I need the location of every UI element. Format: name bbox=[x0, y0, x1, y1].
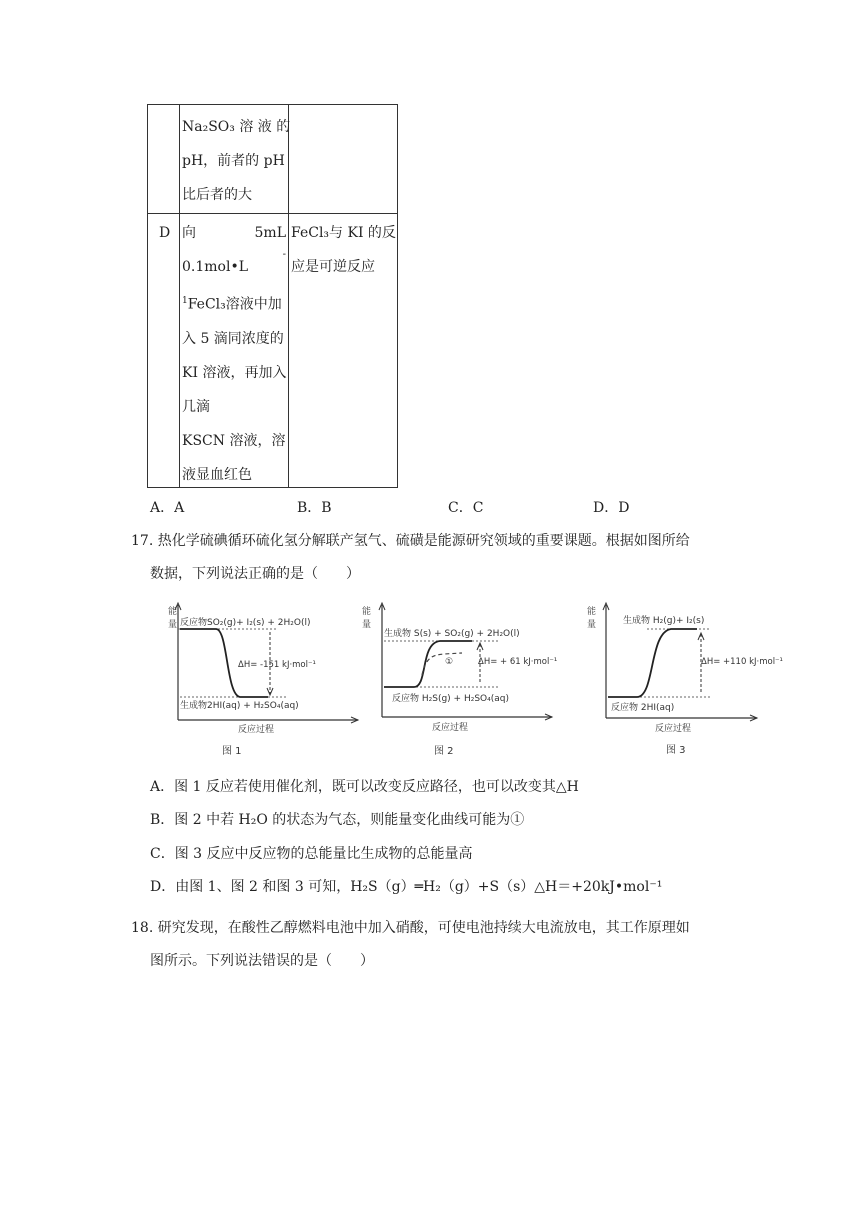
figure-2 bbox=[362, 600, 562, 760]
q17-option-c: C．图 3 反应中反应物的总能量比生成物的总能量高 bbox=[150, 846, 473, 862]
option-d: D．D bbox=[593, 500, 630, 516]
fig3-ylabel: 能量 bbox=[587, 607, 597, 630]
fig1-top-label: 反应物SO₂(g)+ I₂(s) + 2H₂O(l) bbox=[180, 618, 311, 628]
fig2-ylabel: 能量 bbox=[362, 607, 372, 630]
option-a: A．A bbox=[150, 500, 185, 516]
q18-stem-line1: 18. 研究发现，在酸性乙醇燃料电池中加入硝酸，可使电池持续大电流放电，其工作原理如 bbox=[131, 920, 690, 936]
fig1-xlabel: 反应过程 bbox=[238, 725, 275, 735]
answer-table bbox=[147, 104, 398, 488]
fig2-top-label: 生成物 S(s) + SO₂(g) + 2H₂O(l) bbox=[384, 629, 520, 639]
fig2-xlabel: 反应过程 bbox=[432, 723, 469, 733]
fig1-ylabel: 能量 bbox=[168, 607, 178, 630]
q18-stem-line2: 图所示。下列说法错误的是（ ） bbox=[150, 953, 374, 969]
fig2-caption: 图 2 bbox=[434, 746, 454, 757]
row-d-experiment: 向 5mL 0.1mol•L - $^1$FeCl₃溶液中加 入 5 滴同浓度的 KI 溶液，再加入 几滴 KSCN 溶液，溶 液显血红色 bbox=[182, 225, 287, 483]
fig2-delta-h: ΔH= + 61 kJ·mol⁻¹ bbox=[478, 657, 558, 667]
fig2-bottom-label: 反应物 H₂S(g) + H₂SO₄(aq) bbox=[392, 694, 509, 704]
fig3-xlabel: 反应过程 bbox=[655, 724, 692, 734]
fig1-bottom-label: 生成物2HI(aq) + H₂SO₄(aq) bbox=[180, 701, 299, 711]
fig3-top-label: 生成物 H₂(g)+ I₂(s) bbox=[623, 616, 705, 626]
fig1-caption: 图 1 bbox=[222, 746, 242, 757]
fig3-caption: 图 3 bbox=[666, 745, 686, 756]
col-divider-1 bbox=[179, 105, 180, 487]
fig2-curve-mark: ① bbox=[445, 657, 454, 667]
fig1-delta-h: ΔH= -151 kJ·mol⁻¹ bbox=[238, 660, 316, 670]
row-d-conclusion: FeCl₃与 KI 的反 应是可逆反应 bbox=[291, 225, 396, 275]
q17-stem-line2: 数据，下列说法正确的是（ ） bbox=[150, 566, 360, 582]
figure-1 bbox=[168, 600, 363, 760]
q17-option-b: B．图 2 中若 H₂O 的状态为气态，则能量变化曲线可能为① bbox=[150, 812, 525, 828]
option-c: C．C bbox=[448, 500, 484, 516]
q17-option-a: A．图 1 反应若使用催化剂，既可以改变反应路径，也可以改变其△H bbox=[150, 779, 579, 795]
row-divider bbox=[148, 213, 397, 214]
fig3-bottom-label: 反应物 2HI(aq) bbox=[611, 703, 675, 713]
q17-option-d: D．由图 1、图 2 和图 3 可知，H₂S（g）═H₂（g）+S（s）△H＝+20kJ•mol⁻¹ bbox=[150, 879, 663, 895]
row-d-letter: D bbox=[159, 225, 171, 241]
row-c-experiment: Na₂SO₃ 溶 液 的 pH，前者的 pH 比后者的大 bbox=[182, 119, 291, 203]
option-b: B．B bbox=[297, 500, 332, 516]
figure-3 bbox=[587, 600, 783, 760]
q17-stem-line1: 17. 热化学硫碘循环硫化氢分解联产氢气、硫磺是能源研究领域的重要课题。根据如图所给 bbox=[131, 533, 690, 549]
fig3-delta-h: ΔH= +110 kJ·mol⁻¹ bbox=[701, 657, 783, 667]
